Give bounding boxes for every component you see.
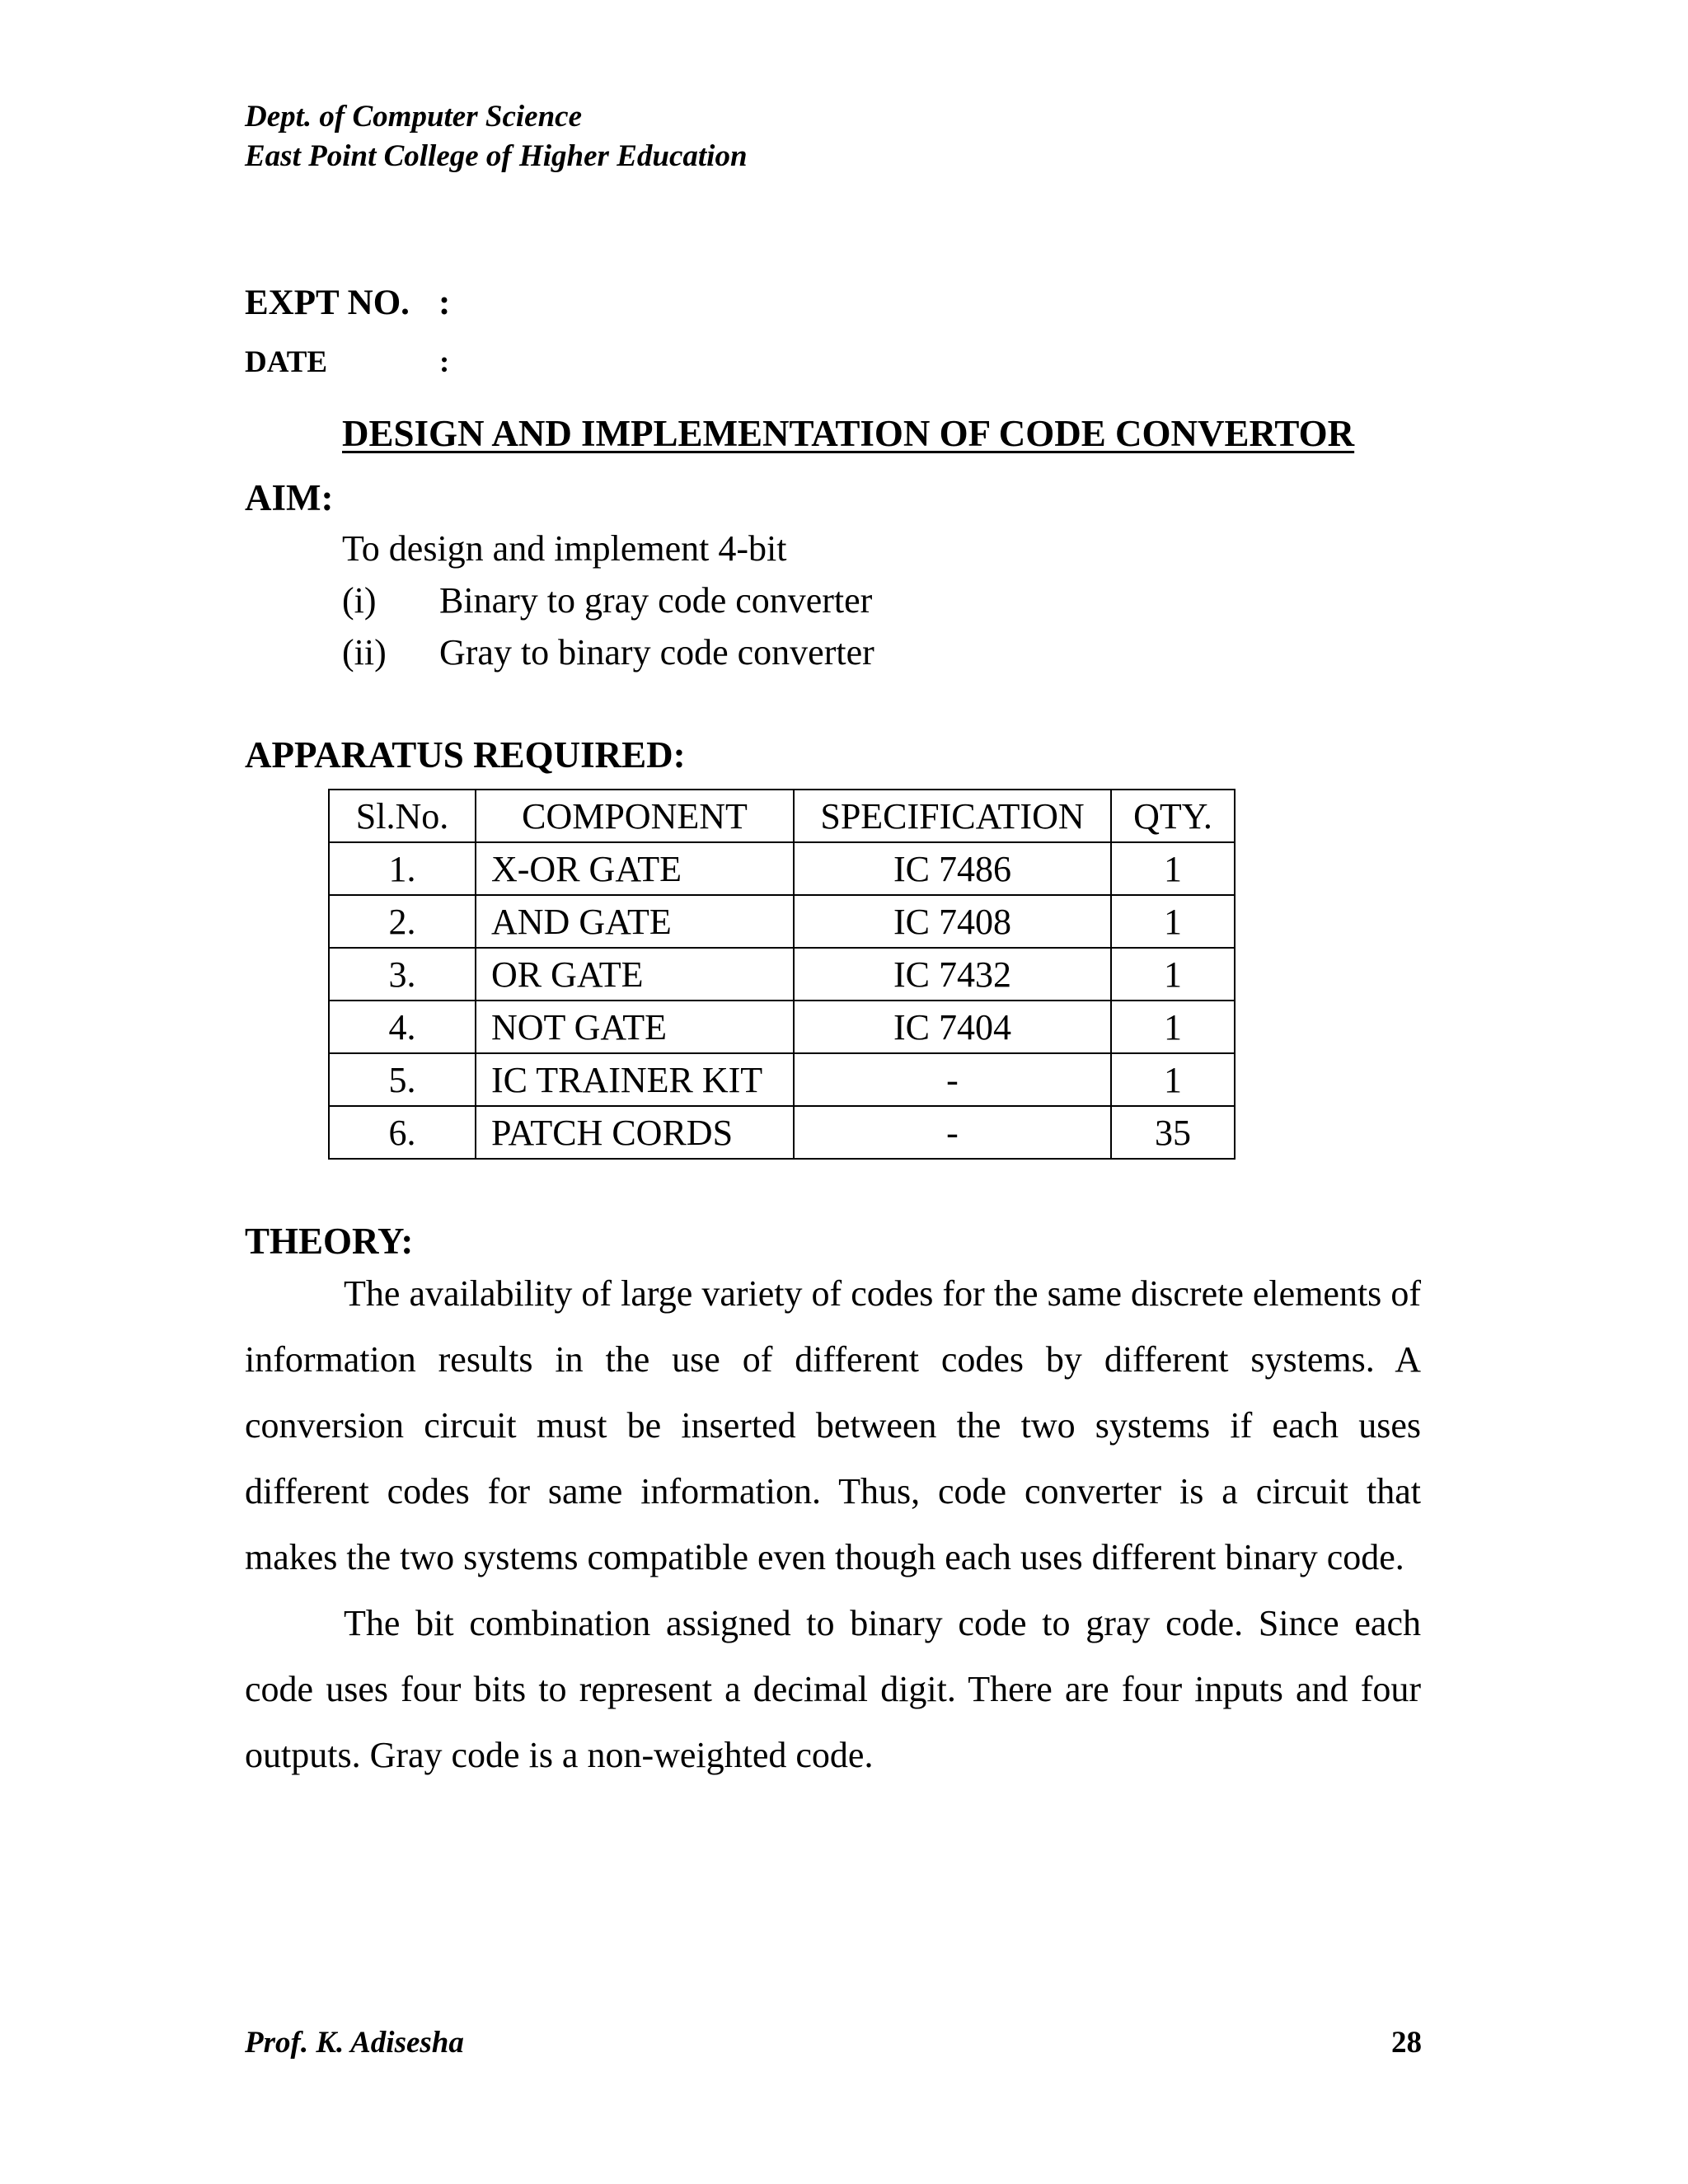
- cell-slno: 2.: [329, 895, 476, 948]
- aim-item-marker: (ii): [342, 632, 387, 673]
- cell-qty: 1: [1111, 842, 1235, 895]
- cell-specification: -: [794, 1053, 1111, 1106]
- date-colon: :: [439, 345, 450, 379]
- cell-component: IC TRAINER KIT: [476, 1053, 794, 1106]
- table-row: [329, 842, 1235, 895]
- aim-item: [342, 579, 377, 621]
- cell-slno: 1.: [329, 842, 476, 895]
- cell-component: X-OR GATE: [476, 842, 794, 895]
- theory-body: [245, 1261, 1421, 1788]
- aim-item-text: Gray to binary code converter: [439, 632, 874, 673]
- cell-specification: IC 7404: [794, 1001, 1111, 1053]
- aim-item-marker: (i): [342, 580, 377, 621]
- footer-author: Prof. K. Adisesha: [245, 2026, 464, 2060]
- cell-component: AND GATE: [476, 895, 794, 948]
- apparatus-heading: APPARATUS REQUIRED:: [245, 734, 686, 776]
- cell-slno: 4.: [329, 1001, 476, 1053]
- expt-no-row: [245, 283, 451, 323]
- cell-specification: IC 7486: [794, 842, 1111, 895]
- expt-no-label: EXPT NO.: [245, 284, 410, 322]
- cell-qty: 1: [1111, 948, 1235, 1001]
- aim-heading: AIM:: [245, 477, 334, 518]
- column-header-qty: QTY.: [1111, 790, 1235, 842]
- table-row: [329, 1001, 1235, 1053]
- apparatus-table: [328, 789, 1236, 1160]
- column-header-specification: SPECIFICATION: [794, 790, 1111, 842]
- cell-specification: IC 7408: [794, 895, 1111, 948]
- cell-slno: 3.: [329, 948, 476, 1001]
- cell-qty: 1: [1111, 1053, 1235, 1106]
- cell-component: PATCH CORDS: [476, 1106, 794, 1159]
- column-header-slno: Sl.No.: [329, 790, 476, 842]
- table-row: [329, 895, 1235, 948]
- cell-qty: 1: [1111, 895, 1235, 948]
- cell-qty: 35: [1111, 1106, 1235, 1159]
- theory-paragraph: The availability of large variety of codes for the same discrete elements of information results in the use of different codes by different systems. A conversion circuit must be inserted between the two systems if each uses different codes for same information. Thus, code converter is a circuit that makes the two systems compatible even though each uses different binary code.: [245, 1273, 1421, 1577]
- document-title: DESIGN AND IMPLEMENTATION OF CODE CONVERTOR: [342, 413, 1355, 454]
- cell-component: NOT GATE: [476, 1001, 794, 1053]
- aim-item: [342, 631, 387, 673]
- cell-specification: IC 7432: [794, 948, 1111, 1001]
- cell-specification: -: [794, 1106, 1111, 1159]
- table-row: [329, 1053, 1235, 1106]
- header-college: East Point College of Higher Education: [245, 139, 748, 173]
- cell-qty: 1: [1111, 1001, 1235, 1053]
- cell-component: OR GATE: [476, 948, 794, 1001]
- table-row: [329, 1106, 1235, 1159]
- column-header-component: COMPONENT: [476, 790, 794, 842]
- header-department: Dept. of Computer Science: [245, 100, 583, 134]
- date-label: DATE: [245, 345, 328, 379]
- expt-no-colon: :: [438, 284, 451, 322]
- cell-slno: 5.: [329, 1053, 476, 1106]
- theory-heading: THEORY:: [245, 1221, 414, 1262]
- theory-paragraph: The bit combination assigned to binary code to gray code. Since each code uses four bits to represent a decimal digit. There are four inputs and four outputs. Gray code is a non-weighted code.: [245, 1603, 1421, 1775]
- table-header-row: [329, 790, 1235, 842]
- aim-item-text: Binary to gray code converter: [439, 580, 873, 621]
- cell-slno: 6.: [329, 1106, 476, 1159]
- table-row: [329, 948, 1235, 1001]
- aim-intro: To design and implement 4-bit: [342, 528, 787, 569]
- page-number: 28: [1391, 2026, 1422, 2060]
- date-row: [245, 344, 450, 380]
